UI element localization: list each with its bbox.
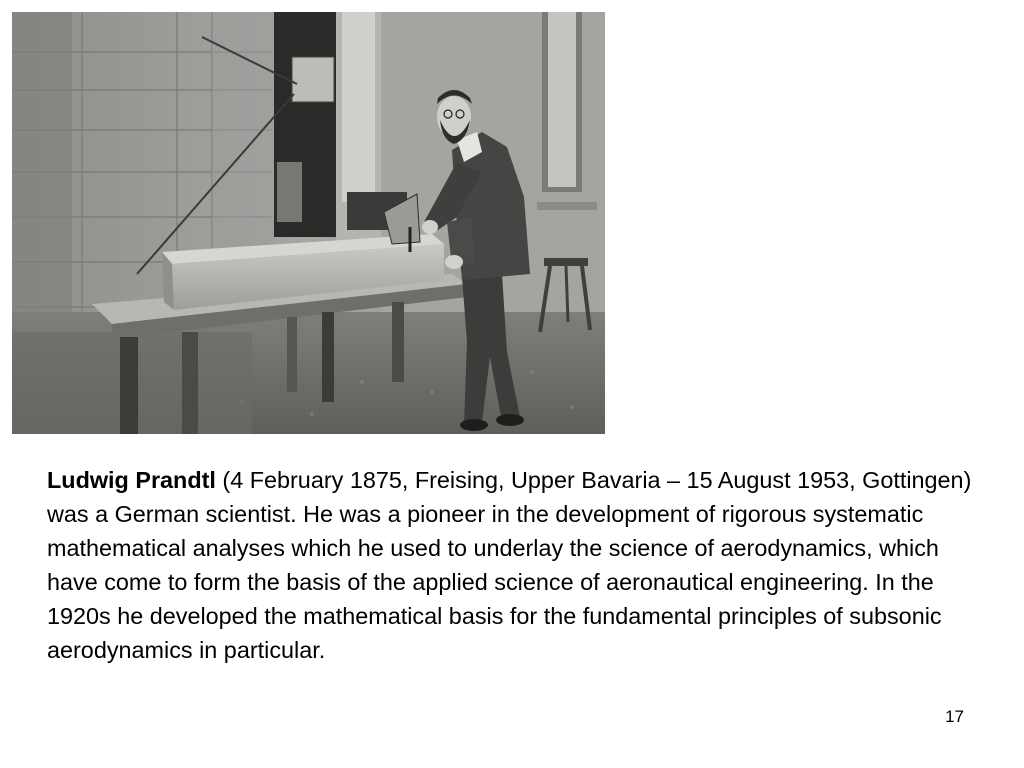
caption-text: (4 February 1875, Freising, Upper Bavaria – 15 August 1953, Gottingen) was a German scientist. He was a pioneer in the development of rigorous systematic mathematical analyses which he used to underlay the science of aerodynamics, which have come to form the basis of the applied science of aeronautical engineering. In the 1920s he developed the mathematical basis for the fundamental principles of subsonic aerodynamics in particular. bbox=[47, 467, 972, 663]
caption-name: Ludwig Prandtl bbox=[47, 467, 216, 493]
page-number: 17 bbox=[945, 707, 964, 726]
portrait-photo-illustration bbox=[12, 12, 605, 434]
caption bbox=[47, 463, 982, 667]
portrait-photo bbox=[12, 12, 605, 434]
